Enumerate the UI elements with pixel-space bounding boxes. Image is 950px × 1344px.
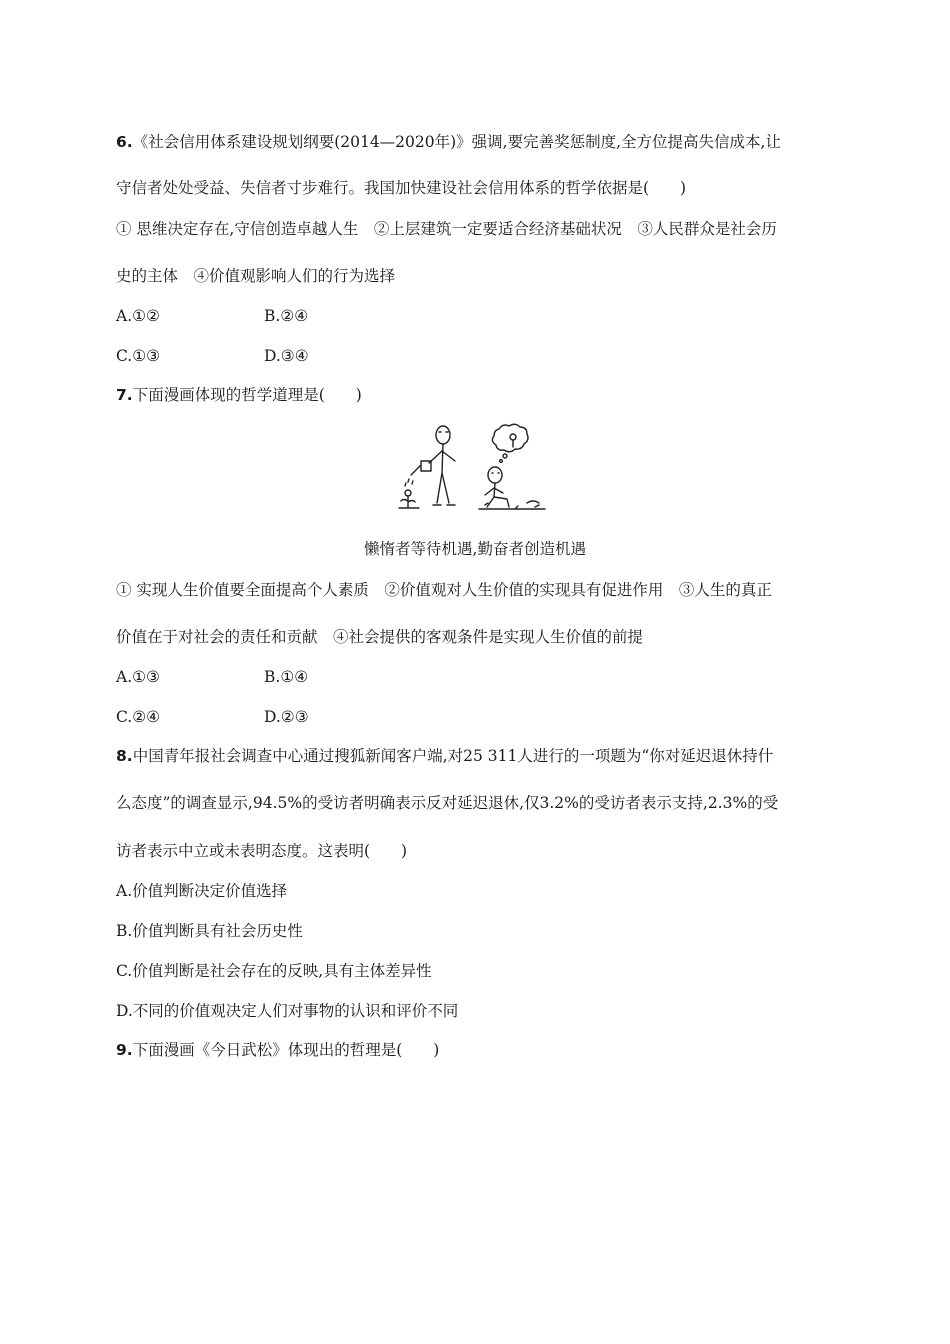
q6-option-c: C.①③: [116, 347, 161, 365]
q8-option-c: C.价值判断是社会存在的反映,具有主体差异性: [116, 962, 432, 980]
q6-option-a: A.①②: [116, 307, 160, 325]
q7-option-b: B.①④: [264, 668, 309, 686]
q6-option-b: B.②④: [264, 307, 309, 325]
q6-statements-1: ① 思维决定存在,守信创造卓越人生 ②上层建筑一定要适合经济基础状况 ③人民群众是社会历: [116, 220, 777, 238]
q8-text-1: 中国青年报社会调查中心通过搜狐新闻客户端,对25 311人进行的一项题为“你对延迟退休持什: [132, 747, 774, 765]
q7-line-1: [116, 385, 362, 405]
q8-line-3: 访者表示中立或未表明态度。这表明( ): [116, 842, 408, 860]
q9-number: 9.: [116, 1041, 133, 1059]
q8-line-1: [116, 746, 773, 766]
q6-statements-2: 史的主体 ④价值观影响人们的行为选择: [116, 267, 396, 285]
q7-text-1: 下面漫画体现的哲学道理是( ): [132, 386, 362, 404]
q8-number: 8.: [116, 747, 133, 765]
q6-text-1: 《社会信用体系建设规划纲要(2014—2020年)》强调,要完善奖惩制度,全方位提高失信成本,让: [132, 133, 781, 151]
q7-statements-1: ① 实现人生价值要全面提高个人素质 ②价值观对人生价值的实现具有促进作用 ③人生的真正: [116, 581, 772, 599]
q9-text-1: 下面漫画《今日武松》体现出的哲理是( ): [132, 1041, 440, 1059]
cartoon-image: [395, 423, 555, 513]
q7-option-c: C.②④: [116, 708, 161, 726]
q7-option-d: D.②③: [264, 708, 309, 726]
q6-line-2: 守信者处处受益、失信者寸步难行。我国加快建设社会信用体系的哲学依据是( ): [116, 179, 687, 197]
q7-option-a: A.①③: [116, 668, 160, 686]
q8-line-2: 么态度”的调查显示,94.5%的受访者明确表示反对延迟退休,仅3.2%的受访者表示支持,2.3%的受: [116, 794, 779, 812]
q6-option-d: D.③④: [264, 347, 309, 365]
q8-option-b: B.价值判断具有社会历史性: [116, 922, 303, 940]
q7-number: 7.: [116, 386, 133, 404]
q8-option-d: D.不同的价值观决定人们对事物的认识和评价不同: [116, 1002, 459, 1020]
cartoon-caption: 懒惰者等待机遇,勤奋者创造机遇: [364, 540, 586, 558]
q6-number: 6.: [116, 133, 133, 151]
q7-statements-2: 价值在于对社会的责任和贡献 ④社会提供的客观条件是实现人生价值的前提: [116, 628, 644, 646]
q6-line-1: [116, 132, 781, 152]
q9-line-1: [116, 1040, 439, 1060]
q8-option-a: A.价值判断决定价值选择: [116, 882, 288, 900]
